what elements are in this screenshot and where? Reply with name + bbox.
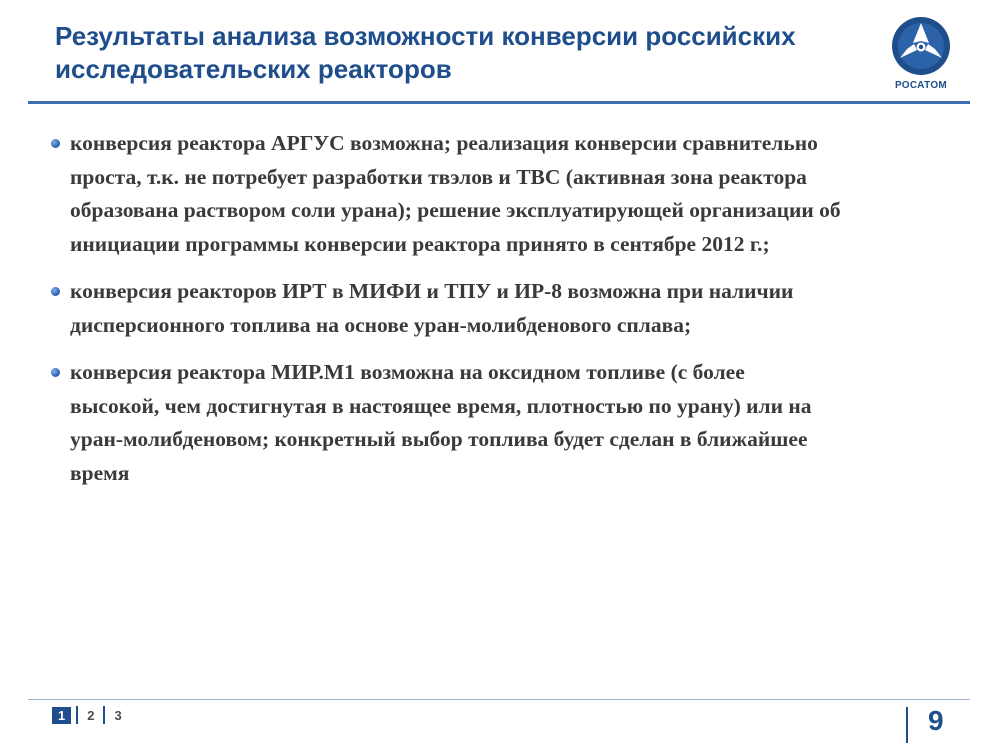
bullet-item-argus — [48, 127, 958, 261]
pager-item-1[interactable]: 1 — [52, 707, 71, 724]
bullet-text-line: время — [70, 460, 130, 485]
bullet-list — [48, 127, 958, 504]
bullet-text-line: дисперсионного топлива на основе уран-молибденового сплава; — [70, 312, 692, 337]
bullet-text-line: проста, т.к. не потребует разработки твэлов и ТВС (активная зона реактора — [70, 164, 807, 189]
bullet-text-line: высокой, чем достигнутая в настоящее время, плотностью по урану) или на — [70, 393, 812, 418]
bullet-text-line: уран-молибденовом; конкретный выбор топлива будет сделан в ближайшее — [70, 427, 808, 451]
logo-text: РОСАТОМ — [894, 80, 948, 91]
slide-title-line-2: исследовательских реакторов — [55, 54, 452, 84]
pager-separator — [76, 706, 78, 724]
bullet-dot-icon — [51, 368, 60, 377]
pager-item-3[interactable]: 3 — [114, 707, 122, 723]
rosatom-logo — [886, 16, 956, 98]
bullet-text-line: конверсия реактора МИР.М1 возможна на оксидном топливе (с более — [70, 360, 745, 384]
pager-item-2[interactable]: 2 — [87, 707, 95, 723]
section-pager — [52, 706, 126, 724]
slide-number: 9 — [928, 705, 944, 736]
slide-title — [55, 20, 875, 86]
slide-number-separator — [906, 707, 908, 743]
bullet-item-mir — [48, 356, 958, 490]
bullet-text-line: конверсия реакторов ИРТ в МИФИ и ТПУ и ИР-8 возможна при наличии — [70, 279, 794, 303]
bullet-text-line: инициации программы конверсии реактора принято в сентябре 2012 г.; — [70, 231, 770, 256]
bullet-item-irt — [48, 275, 958, 342]
rosatom-atom-logo-icon — [891, 16, 951, 76]
bullet-text-line: конверсия реактора АРГУС возможна; реализация конверсии сравнительно — [70, 131, 818, 155]
bullet-dot-icon — [51, 287, 60, 296]
slide-title-line-1: Результаты анализа возможности конверсии российских — [55, 21, 796, 51]
bullet-dot-icon — [51, 139, 60, 148]
title-divider — [28, 101, 970, 104]
pager-separator — [103, 706, 105, 724]
footer-divider — [28, 699, 970, 700]
bullet-text-line: образована раствором соли урана); решение эксплуатирующей организации об — [70, 198, 841, 222]
